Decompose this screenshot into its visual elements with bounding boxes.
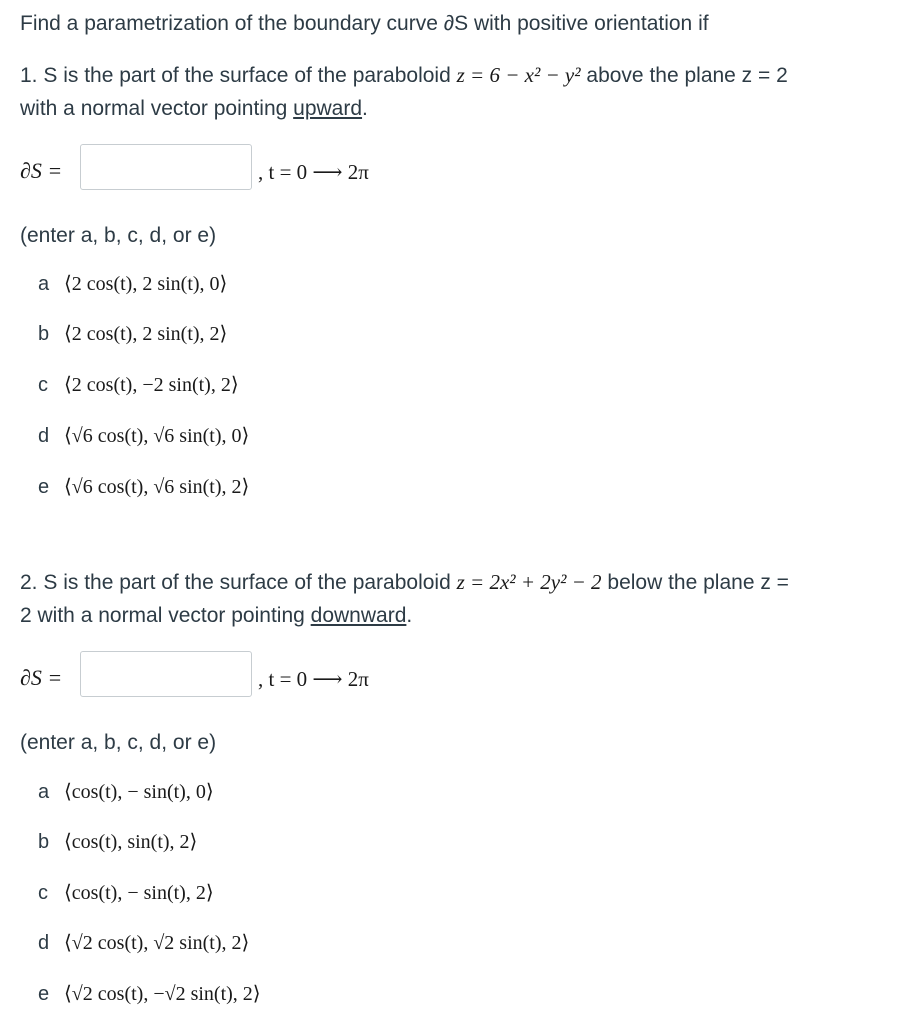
q2-statement-line1 — [20, 565, 789, 600]
q1-option-b — [38, 321, 227, 346]
q2-hint: (enter a, b, c, d, or e) — [20, 731, 217, 754]
option-letter: a — [38, 273, 50, 295]
q2-option-e — [38, 981, 261, 1006]
q2-line2-prefix: 2 with a normal vector pointing — [20, 604, 305, 627]
option-letter: a — [38, 781, 50, 803]
option-text: ⟨2 cos(t), −2 sin(t), 2⟩ — [64, 374, 239, 396]
q1-answer-label: ∂S = — [20, 158, 63, 183]
q1-option-a — [38, 271, 227, 296]
q2-option-d — [38, 930, 249, 955]
option-text: ⟨2 cos(t), 2 sin(t), 2⟩ — [64, 323, 228, 345]
q2-equation: z = 2x² + 2y² − 2 — [456, 570, 602, 594]
option-letter: d — [38, 932, 50, 954]
q1-period: . — [362, 97, 368, 120]
option-letter: e — [38, 476, 50, 498]
option-letter: b — [38, 323, 50, 345]
q2-option-c — [38, 880, 214, 905]
option-text: ⟨√6 cos(t), √6 sin(t), 0⟩ — [64, 425, 250, 447]
option-letter: c — [38, 882, 48, 904]
option-text: ⟨2 cos(t), 2 sin(t), 0⟩ — [64, 273, 228, 295]
q1-suffix: above the plane z = 2 — [586, 64, 788, 87]
q2-answer-input[interactable] — [80, 651, 252, 697]
option-text: ⟨cos(t), sin(t), 2⟩ — [64, 831, 198, 853]
q2-option-a — [38, 779, 214, 804]
q1-option-e — [38, 474, 249, 499]
q2-suffix: below the plane z = — [607, 571, 789, 594]
option-text: ⟨√2 cos(t), −√2 sin(t), 2⟩ — [64, 983, 261, 1005]
option-letter: b — [38, 831, 50, 853]
q2-period: . — [406, 604, 413, 627]
option-letter: d — [38, 425, 50, 447]
q2-answer-label: ∂S = — [20, 665, 63, 690]
q2-statement-line2 — [20, 599, 412, 633]
q1-prefix: 1. S is the part of the surface of the paraboloid — [20, 64, 451, 87]
option-text: ⟨√2 cos(t), √2 sin(t), 2⟩ — [64, 932, 250, 954]
q2-option-b — [38, 829, 197, 854]
q1-line2-prefix: with a normal vector pointing — [20, 97, 288, 120]
q1-option-d — [38, 423, 249, 448]
q2-prefix: 2. S is the part of the surface of the paraboloid — [20, 571, 451, 594]
option-letter: e — [38, 983, 50, 1005]
option-text: ⟨cos(t), − sin(t), 2⟩ — [64, 882, 214, 904]
option-letter: c — [38, 374, 48, 396]
q1-hint: (enter a, b, c, d, or e) — [20, 224, 217, 247]
q1-statement-line1 — [20, 58, 788, 93]
q2-direction: downward — [310, 604, 407, 627]
q1-direction: upward — [293, 97, 363, 120]
q2-range: , t = 0 ⟶ 2π — [258, 667, 369, 691]
option-text: ⟨cos(t), − sin(t), 0⟩ — [64, 781, 214, 803]
q1-range: , t = 0 ⟶ 2π — [258, 160, 369, 184]
option-text: ⟨√6 cos(t), √6 sin(t), 2⟩ — [64, 476, 250, 498]
q1-option-c — [38, 372, 239, 397]
instruction-text: Find a parametrization of the boundary curve ∂S with positive orientation if — [20, 12, 709, 35]
q1-equation: z = 6 − x² − y² — [456, 63, 581, 87]
q1-answer-input[interactable] — [80, 144, 252, 190]
q1-statement-line2 — [20, 92, 368, 126]
